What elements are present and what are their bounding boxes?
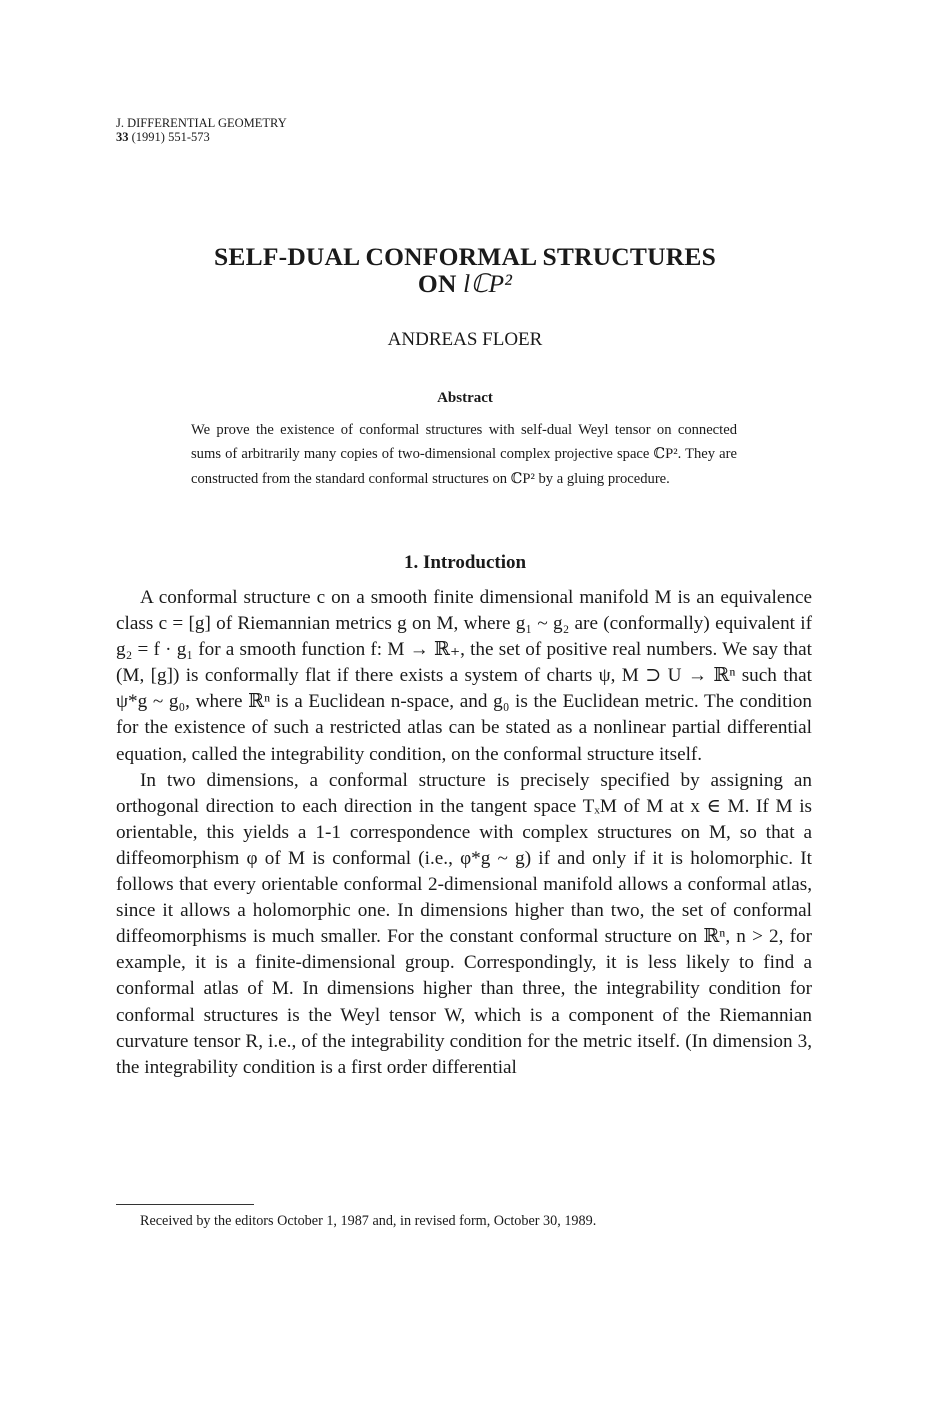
paper-title — [0, 243, 930, 297]
section-heading: 1. Introduction — [403, 552, 527, 573]
journal-volume: 33 — [116, 130, 129, 144]
footnote: Received by the editors October 1, 1987 and, in revised form, October 30, 1989. — [140, 1213, 597, 1229]
title-line-2-prefix: ON — [417, 269, 464, 298]
author-name: ANDREAS FLOER — [387, 329, 543, 350]
journal-header — [116, 116, 287, 144]
journal-volume-line — [116, 130, 287, 144]
paragraph: In two dimensions, a conformal structure is precisely specified by assigning an orthogonal direction to each direction in the tangent space TₓM of M at x ∈ M. If M is orientable, this yields a 1-1 correspondence with complex structures on M, so that a diffeomorphism φ of M is conformal (i.e., φ*g ~ g) if and only if it is holomorphic. It follows that every orientable conformal 2-dimensional manifold allows a conformal atlas, since it allows a holomorphic one. In dimensions higher than two, the set of conformal diffeomorphisms is much smaller. For the constant conformal structure on ℝⁿ, n > 2, for example, it is a finite-dimensional group. Correspondingly, it is less likely to find a conformal atlas of M. In dimensions higher than three, the integrability condition for conformal structures is the Weyl tensor W, which is a component of the Riemannian curvature tensor R, i.e., of the integrability condition for the metric itself. (In dimension 3, the integrability condition is a first order differential — [116, 769, 812, 1078]
title-line-1: SELF-DUAL CONFORMAL STRUCTURES — [214, 242, 716, 271]
body-text — [116, 585, 812, 1081]
journal-year-pages: (1991) 551-573 — [131, 130, 210, 144]
paragraph: A conformal structure c on a smooth finite dimensional manifold M is an equivalence class c = [g] of Riemannian metrics g on M, where g₁ ~ g₂ are (conformally) equivalent if g₂ = f · g₁ for a smooth function f: M → ℝ₊, the set of positive real numbers. We say that (M, [g]) is conformally flat if there exists a system of charts ψ, M ⊃ U → ℝⁿ such that ψ*g ~ g₀, where ℝⁿ is a Euclidean n-space, and g₀ is the Euclidean metric. The condition for the existence of such a restricted atlas can be stated as a nonlinear partial differential equation, called the integrability condition, on the conformal structure itself. — [116, 587, 812, 765]
footnote-rule — [116, 1204, 254, 1205]
abstract-heading: Abstract — [437, 390, 493, 406]
title-math: lℂP² — [463, 269, 513, 298]
title-line-2 — [0, 270, 930, 297]
journal-name: J. DIFFERENTIAL GEOMETRY — [116, 116, 287, 130]
abstract-text: We prove the existence of conformal structures with self-dual Weyl tensor on connected sums of arbitrarily many copies of two-dimensional complex projective space ℂP². They are constructed from the standard conformal structures on ℂP² by a gluing procedure. — [191, 422, 737, 487]
